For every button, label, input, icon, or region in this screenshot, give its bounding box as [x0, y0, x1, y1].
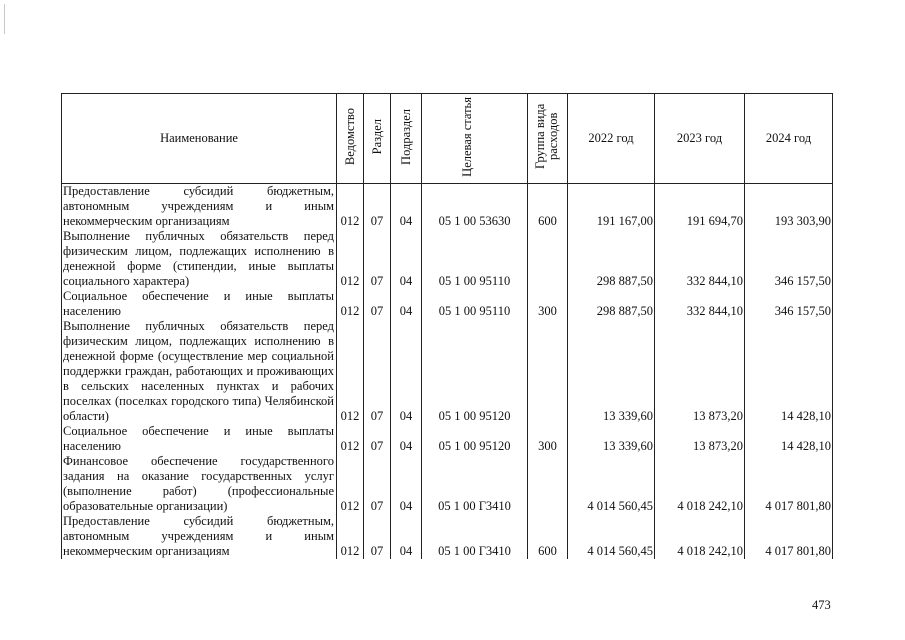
- row-expense-group: 300: [528, 289, 568, 319]
- row-2022: 298 887,50: [568, 289, 655, 319]
- row-name: Социальное обеспечение и иные выплаты населению: [62, 424, 337, 454]
- row-target: 05 1 00 95120: [422, 319, 528, 424]
- row-ministry: 012: [337, 184, 364, 230]
- row-target: 05 1 00 95120: [422, 424, 528, 454]
- table-row: [62, 229, 833, 289]
- row-2024: 346 157,50: [745, 289, 833, 319]
- row-2022: 4 014 560,45: [568, 514, 655, 559]
- page-number: 473: [812, 598, 831, 612]
- row-section: 07: [364, 514, 391, 559]
- header-2022: 2022 год: [568, 94, 655, 184]
- row-expense-group: 600: [528, 514, 568, 559]
- row-2023: 4 018 242,10: [655, 454, 745, 514]
- header-2023: 2023 год: [655, 94, 745, 184]
- row-expense-group: 600: [528, 184, 568, 230]
- row-subsection: 04: [391, 229, 422, 289]
- row-section: 07: [364, 229, 391, 289]
- row-2022: 298 887,50: [568, 229, 655, 289]
- table-row: [62, 454, 833, 514]
- row-2024: 14 428,10: [745, 319, 833, 424]
- row-section: 07: [364, 319, 391, 424]
- row-subsection: 04: [391, 289, 422, 319]
- budget-table: [61, 93, 833, 559]
- row-name: Предоставление субсидий бюджетным, автономным учреждениям и иным некоммерческим организациям: [62, 514, 337, 559]
- row-ministry: 012: [337, 319, 364, 424]
- row-name: Финансовое обеспечение государственного задания на оказание государственных услуг (выполнение работ) (профессиональные образовательные организации): [62, 454, 337, 514]
- row-ministry: 012: [337, 454, 364, 514]
- row-2022: 4 014 560,45: [568, 454, 655, 514]
- header-expense-group: Группа вида расходов: [528, 94, 568, 184]
- row-ministry: 012: [337, 289, 364, 319]
- header-2024: 2024 год: [745, 94, 833, 184]
- header-target: Целевая статья: [422, 94, 528, 184]
- row-name: Предоставление субсидий бюджетным, автономным учреждениям и иным некоммерческим организациям: [62, 184, 337, 230]
- row-2023: 332 844,10: [655, 229, 745, 289]
- row-subsection: 04: [391, 184, 422, 230]
- header-section: Раздел: [364, 94, 391, 184]
- row-subsection: 04: [391, 454, 422, 514]
- row-2023: 4 018 242,10: [655, 514, 745, 559]
- header-ministry: Ведомство: [337, 94, 364, 184]
- row-target: 05 1 00 Г3410: [422, 454, 528, 514]
- row-ministry: 012: [337, 229, 364, 289]
- table-row: [62, 289, 833, 319]
- row-subsection: 04: [391, 514, 422, 559]
- row-ministry: 012: [337, 514, 364, 559]
- header-subsection: Подраздел: [391, 94, 422, 184]
- row-section: 07: [364, 424, 391, 454]
- row-target: 05 1 00 53630: [422, 184, 528, 230]
- row-target: 05 1 00 95110: [422, 289, 528, 319]
- row-2024: 4 017 801,80: [745, 514, 833, 559]
- row-expense-group: [528, 229, 568, 289]
- row-2022: 13 339,60: [568, 424, 655, 454]
- row-subsection: 04: [391, 424, 422, 454]
- row-section: 07: [364, 184, 391, 230]
- table-row: [62, 424, 833, 454]
- table-row: [62, 514, 833, 559]
- row-2023: 332 844,10: [655, 289, 745, 319]
- row-expense-group: 300: [528, 424, 568, 454]
- row-2024: 346 157,50: [745, 229, 833, 289]
- row-name: Выполнение публичных обязательств перед физическим лицом, подлежащих исполнению в денежной форме (осуществление мер социальной поддержки граждан, работающих и проживающих в сельских населенных пунктах и рабочих поселках (поселках городского типа) Челябинской области): [62, 319, 337, 424]
- row-target: 05 1 00 95110: [422, 229, 528, 289]
- row-2024: 4 017 801,80: [745, 454, 833, 514]
- row-expense-group: [528, 454, 568, 514]
- scan-edge-mark: [4, 4, 5, 34]
- table-body: [62, 184, 833, 560]
- row-2024: 193 303,90: [745, 184, 833, 230]
- row-section: 07: [364, 289, 391, 319]
- table-row: [62, 319, 833, 424]
- row-2024: 14 428,10: [745, 424, 833, 454]
- row-name: Социальное обеспечение и иные выплаты населению: [62, 289, 337, 319]
- row-2023: 13 873,20: [655, 424, 745, 454]
- row-expense-group: [528, 319, 568, 424]
- header-name: Наименование: [62, 94, 337, 184]
- row-section: 07: [364, 454, 391, 514]
- row-subsection: 04: [391, 319, 422, 424]
- row-2023: 13 873,20: [655, 319, 745, 424]
- row-2022: 13 339,60: [568, 319, 655, 424]
- table-row: [62, 184, 833, 230]
- row-target: 05 1 00 Г3410: [422, 514, 528, 559]
- row-name: Выполнение публичных обязательств перед физическим лицом, подлежащих исполнению в денежной форме (стипендии, иные выплаты социального характера): [62, 229, 337, 289]
- row-ministry: 012: [337, 424, 364, 454]
- header-row: [62, 94, 833, 184]
- row-2022: 191 167,00: [568, 184, 655, 230]
- row-2023: 191 694,70: [655, 184, 745, 230]
